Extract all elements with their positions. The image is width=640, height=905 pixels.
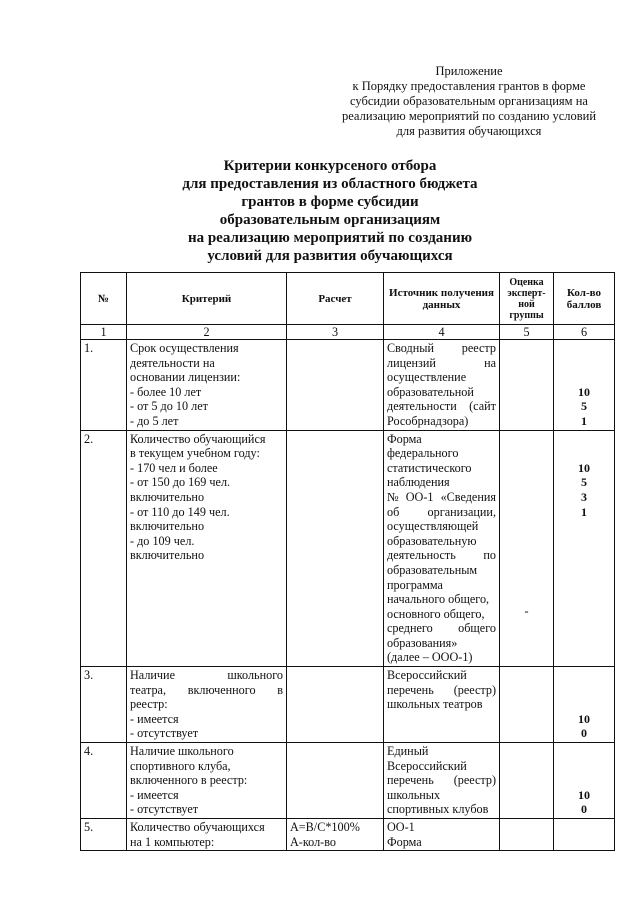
source-line: среднего общего <box>387 621 496 636</box>
points-value <box>557 820 611 835</box>
criterion-line: - от 5 до 10 лет <box>130 399 208 414</box>
calc-cell <box>287 430 384 667</box>
row-number: 2. <box>81 430 127 667</box>
criterion-cell <box>127 430 287 667</box>
source-line: Всероссийский <box>387 668 467 683</box>
points-value: 10 <box>578 460 590 475</box>
source-line: перечень (реестр) <box>387 773 496 788</box>
source-line: школьных <box>387 787 441 802</box>
calc-line: A=B/C*100% <box>290 820 360 834</box>
source-line: образовательную <box>387 533 477 548</box>
source-line: федерального <box>387 446 459 461</box>
calc-cell <box>287 743 384 819</box>
expert-value: - <box>524 603 529 618</box>
title-line: для предоставления из областного бюджета <box>182 176 478 192</box>
expert-cell <box>500 430 554 667</box>
calc-cell <box>287 340 384 431</box>
source-line: статистического <box>387 460 472 475</box>
criterion-line: основании лицензии: <box>130 370 241 385</box>
criterion-line: спортивного клуба, <box>130 758 231 773</box>
source-line: Рособрнадзора) <box>387 413 469 428</box>
points-value <box>557 835 611 850</box>
table-row <box>81 819 615 851</box>
table-row <box>81 743 615 819</box>
source-line: деятельности (сайт <box>387 399 496 414</box>
points-value: 1 <box>581 413 587 428</box>
source-line: образовательной <box>387 384 474 399</box>
calc-cell <box>287 667 384 743</box>
column-number-row <box>81 325 615 340</box>
source-cell <box>384 430 500 667</box>
header-no: № <box>81 273 127 325</box>
points-value: 0 <box>581 726 587 741</box>
title-line: Критерии конкурсеного отбора <box>223 158 437 174</box>
title-line: образовательным организациям <box>219 212 441 228</box>
header-calc: Расчет <box>287 273 384 325</box>
table-row <box>81 340 615 431</box>
points-value <box>557 446 611 461</box>
source-cell <box>384 667 500 743</box>
source-cell <box>384 743 500 819</box>
criterion-line: включительно <box>130 519 205 534</box>
points-cell <box>554 819 615 851</box>
criterion-line: Наличие школьного <box>130 744 234 759</box>
column-number: 6 <box>554 325 615 340</box>
criterion-line: - до 109 чел. <box>130 533 195 548</box>
criterion-line: Срок осуществления <box>130 341 239 355</box>
source-line: Сводный реестр <box>387 341 496 355</box>
source-line: (далее – ООО-1) <box>387 650 473 665</box>
points-cell <box>554 743 615 819</box>
criterion-line: - имеется <box>130 787 179 802</box>
criterion-cell <box>127 340 287 431</box>
row-number: 1. <box>81 340 127 431</box>
source-cell <box>384 340 500 431</box>
criterion-cell <box>127 819 287 851</box>
header-points: Кол-во баллов <box>554 273 615 325</box>
expert-cell <box>500 667 554 743</box>
criterion-line: театра, включенного в <box>130 682 283 697</box>
appendix-line: субсидии образовательным организациям на <box>350 94 588 108</box>
criterion-line: реестр: <box>130 697 168 712</box>
criterion-line: - до 5 лет <box>130 413 179 428</box>
points-value <box>557 432 611 447</box>
source-line: лицензий на <box>387 355 496 370</box>
criterion-line: включительно <box>130 489 205 504</box>
criterion-cell <box>127 743 287 819</box>
table-row <box>81 430 615 667</box>
criterion-line: Наличие школьного <box>130 668 283 683</box>
header-expert: Оценка эксперт-ной группы <box>500 273 554 325</box>
source-cell <box>384 819 500 851</box>
points-cell <box>554 430 615 667</box>
source-line: основного общего, <box>387 606 485 621</box>
points-value <box>557 773 611 788</box>
criterion-line: включительно <box>130 548 205 563</box>
points-value: 1 <box>581 504 587 519</box>
criterion-line: - имеется <box>130 711 179 726</box>
criterion-line: в текущем учебном году: <box>130 446 260 461</box>
points-cell <box>554 667 615 743</box>
criterion-line: - отсутствует <box>130 726 199 741</box>
appendix-line: Приложение <box>435 64 503 78</box>
points-value <box>557 697 611 712</box>
points-value <box>557 683 611 698</box>
source-line: Форма <box>387 431 422 446</box>
column-number: 4 <box>384 325 500 340</box>
table-row <box>81 667 615 743</box>
criterion-line: на 1 компьютер: <box>130 834 215 849</box>
table-header-row <box>81 273 615 325</box>
title-line: грантов в форме субсидии <box>241 194 419 210</box>
calc-cell <box>287 819 384 851</box>
source-line: программа <box>387 577 443 592</box>
criterion-line: - от 150 до 169 чел. <box>130 475 231 490</box>
points-value: 10 <box>578 384 590 399</box>
criterion-line: - более 10 лет <box>130 384 202 399</box>
criterion-line: деятельности на <box>130 355 215 370</box>
title-line: на реализацию мероприятий по созданию <box>187 230 473 246</box>
source-line: школьных театров <box>387 697 483 712</box>
appendix-line: реализацию мероприятий по созданию условий <box>341 109 597 123</box>
source-line: Всероссийский <box>387 758 467 773</box>
criterion-line: - отсутствует <box>130 802 199 817</box>
points-value: 10 <box>578 711 590 726</box>
criterion-cell <box>127 667 287 743</box>
column-number: 2 <box>127 325 287 340</box>
source-line: образовательным <box>387 562 478 577</box>
column-number: 5 <box>500 325 554 340</box>
header-criterion: Критерий <box>127 273 287 325</box>
expert-cell <box>500 819 554 851</box>
header-source: Источник получения данных <box>384 273 500 325</box>
source-line: № ОО-1 «Сведения <box>387 489 496 504</box>
criteria-table <box>80 272 615 851</box>
points-value <box>557 370 611 385</box>
expert-cell <box>500 743 554 819</box>
points-cell <box>554 340 615 431</box>
source-line: спортивных клубов <box>387 802 489 817</box>
criterion-line: - от 110 до 149 чел. <box>130 504 230 519</box>
source-line: об организации, <box>387 504 496 519</box>
source-line: деятельность по <box>387 548 496 563</box>
criterion-line: - 170 чел и более <box>130 460 218 475</box>
column-number: 1 <box>81 325 127 340</box>
document-title <box>140 157 520 265</box>
source-line: осуществление <box>387 370 467 385</box>
row-number: 4. <box>81 743 127 819</box>
source-line: перечень (реестр) <box>387 682 496 697</box>
points-value: 5 <box>581 399 587 414</box>
appendix-note <box>330 64 608 139</box>
source-line: Форма <box>387 834 422 849</box>
points-value <box>557 668 611 683</box>
appendix-line: к Порядку предоставления грантов в форме <box>352 79 586 93</box>
points-value <box>557 744 611 759</box>
title-line: условий для развития обучающихся <box>207 248 453 264</box>
source-line: Единый <box>387 744 429 759</box>
criterion-line: включенного в реестр: <box>130 773 248 788</box>
calc-line: А-кол-во <box>290 834 336 849</box>
row-number: 5. <box>81 819 127 851</box>
points-value: 5 <box>581 475 587 490</box>
expert-cell <box>500 340 554 431</box>
points-value: 3 <box>581 489 587 504</box>
source-line: осуществляющей <box>387 519 479 534</box>
source-line: ОО-1 <box>387 820 415 834</box>
column-number: 3 <box>287 325 384 340</box>
points-value: 10 <box>578 787 590 802</box>
criterion-line: Количество обучающихся <box>130 820 265 834</box>
row-number: 3. <box>81 667 127 743</box>
points-value <box>557 759 611 774</box>
source-line: образования» <box>387 635 458 650</box>
source-line: начального общего, <box>387 592 490 607</box>
criterion-line: Количество обучающийся <box>130 431 266 446</box>
points-value: 0 <box>581 802 587 817</box>
points-value <box>557 356 611 371</box>
points-value <box>557 341 611 356</box>
appendix-line: для развития обучающихся <box>396 124 542 138</box>
source-line: наблюдения <box>387 475 450 490</box>
